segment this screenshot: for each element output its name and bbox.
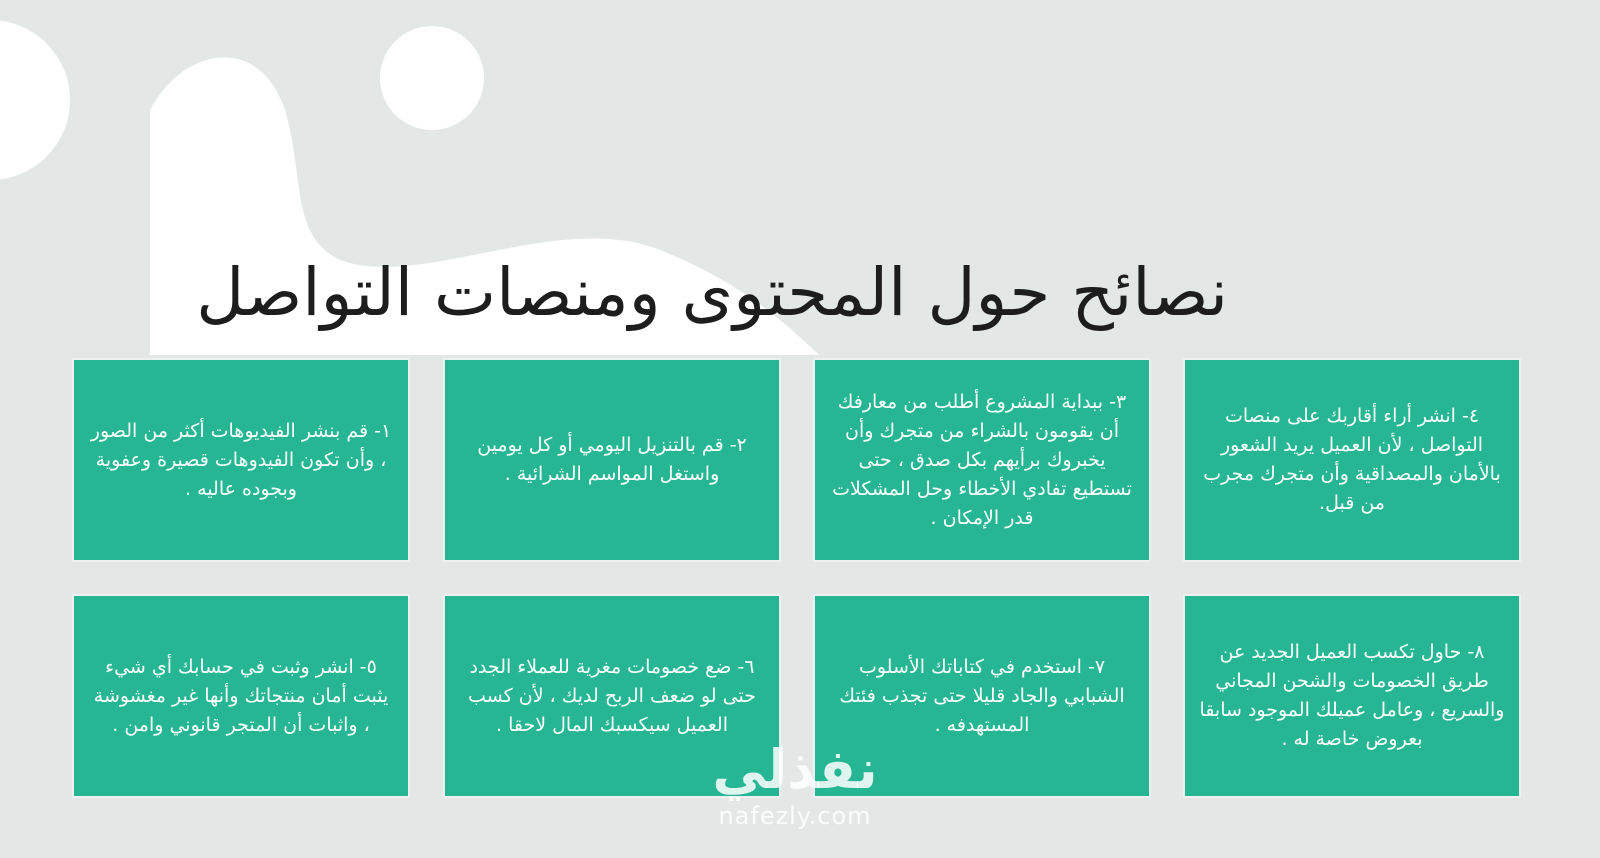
tip-card-text: ٤- انشر أراء أقاربك على منصات التواصل ، لأن العميل يريد الشعور بالأمان والمصداقية وأن متجرك مجرب من قبل. — [1203, 405, 1501, 514]
tip-card-2 — [445, 360, 779, 560]
tip-card-4 — [1185, 360, 1519, 560]
background-blob-top-left — [0, 20, 70, 180]
tip-card-7 — [815, 596, 1149, 796]
tip-card-6 — [445, 596, 779, 796]
watermark-url: nafezly.com — [718, 802, 872, 830]
tip-card-5 — [74, 596, 408, 796]
watermark-logo: نفذلي — [712, 738, 878, 801]
tip-card-3 — [815, 360, 1149, 560]
tip-card-text: ٢- قم بالتنزيل اليومي أو كل يومين واستغل المواسم الشرائية . — [477, 434, 747, 485]
tip-card-text: ٣- ببداية المشروع أطلب من معارفك أن يقومون بالشراء من متجرك وأن يخبروك برأيهم بكل صدق ، حتى تستطيع تفادي الأخطاء وحل المشكلات قدر الإمكان . — [832, 390, 1132, 529]
background-dot — [380, 26, 484, 130]
tip-card-1 — [74, 360, 408, 560]
tip-card-text: ٥- انشر وثبت في حسابك أي شيء يثبت أمان منتجاتك وأنها غير مغشوشة ، واثبات أن المتجر قانوني وامن . — [93, 655, 389, 736]
tip-card-8 — [1185, 596, 1519, 796]
tip-card-text: ١- قم بنشر الفيديوهات أكثر من الصور ، وأن تكون الفيدوهات قصيرة وعفوية وبجوده عاليه . — [90, 419, 392, 500]
tip-card-text: ٨- حاول تكسب العميل الجديد عن طريق الخصومات والشحن المجاني والسريع ، وعامل عميلك الموجود سابقا بعروض خاصة له . — [1199, 641, 1505, 750]
tip-card-text: ٦- ضع خصومات مغرية للعملاء الجدد حتى لو ضعف الربح لديك ، لأن كسب العميل سيكسبك المال لاحقا . — [468, 655, 756, 736]
slide-title: نصائح حول المحتوى ومنصات التواصل — [196, 254, 1228, 331]
tip-card-text: ٧- استخدم في كتاباتك الأسلوب الشبابي والجاد قليلا حتى تجذب فئتك المستهدفه . — [839, 655, 1125, 736]
